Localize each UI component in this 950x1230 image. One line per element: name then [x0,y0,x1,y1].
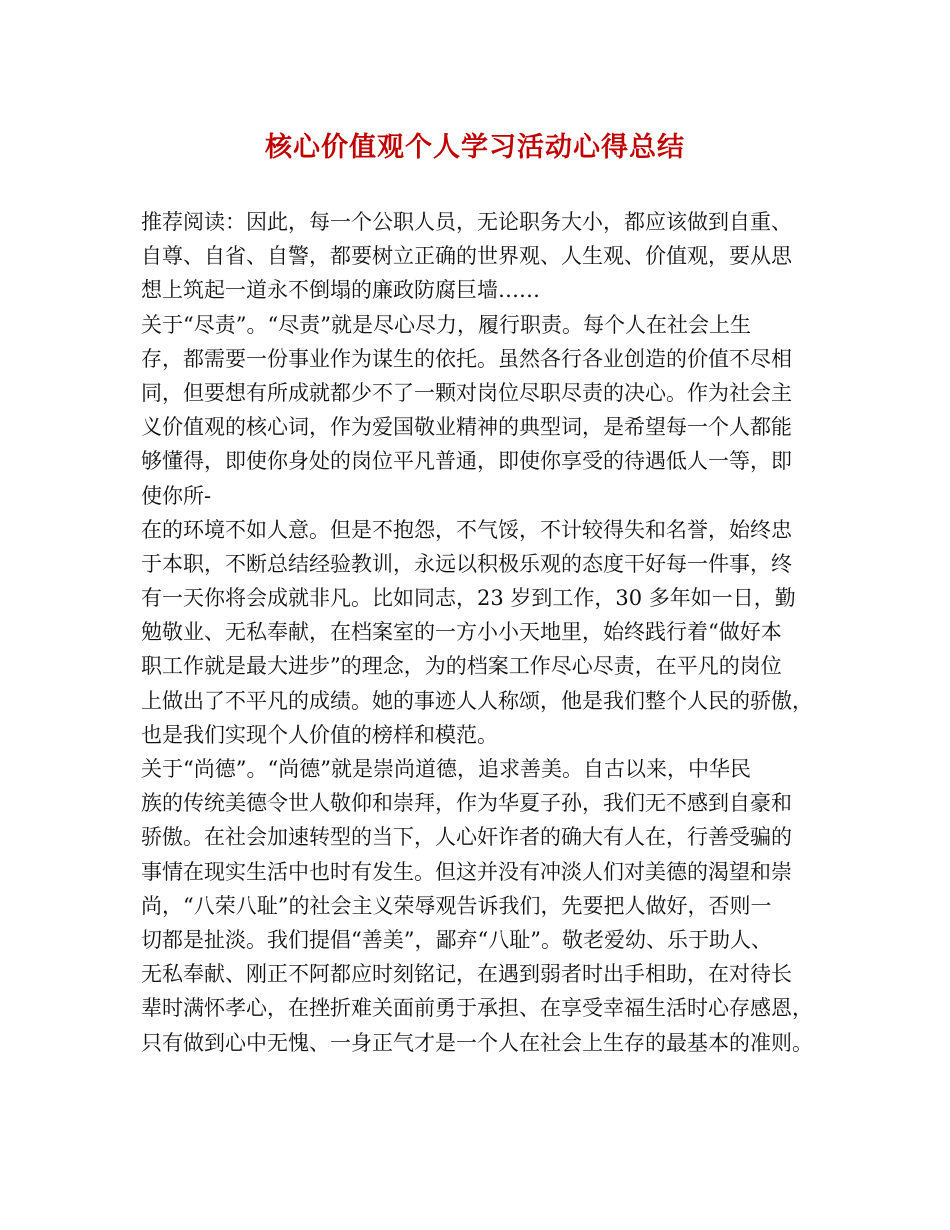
text-line: 只有做到心中无愧、一身正气才是一个人在社会上生存的最基本的准则。 [141,1030,813,1055]
text-line: 义价值观的核心词，作为爱国敬业精神的典型词，是希望每一个人都能 [141,415,792,440]
text-line: 有一天你将会成就非凡。比如同志，23 岁到工作，30 多年如一日，勤 [141,586,796,611]
text-line: 骄傲。在社会加速转型的当下，人心奸诈者的确大有人在，行善受骗的 [141,825,792,850]
text-line: 关于“尚德”。“尚德”就是崇尚道德，追求善美。自古以来，中华民 [141,757,751,781]
text-line: 无私奉献、刚正不阿都应时刻铭记，在遇到弱者时出手相助，在对待长 [141,962,792,987]
document-body [141,205,831,1060]
text-line: 够懂得，即使你身处的岗位平凡普通，即使你享受的待遇低人一等，即 [141,449,792,474]
text-line: 尚，“八荣八耻”的社会主义荣辱观告诉我们，先要把人做好，否则一 [141,893,772,918]
text-line: 事情在现实生活中也时有发生。但这并没有冲淡人们对美德的渴望和崇 [141,859,792,884]
text-line: 在的环境不如人意。但是不抱怨，不气馁，不计较得失和名誉，始终忠 [141,517,792,542]
document-title: 核心价值观个人学习活动心得总结 [265,132,685,163]
text-line: 职工作就是最大进步”的理念，为的档案工作尽心尽责，在平凡的岗位 [141,654,782,679]
text-line: 想上筑起一道永不倒塌的廉政防腐巨墙…… [141,278,540,303]
text-line: 也是我们实现个人价值的榜样和模范。 [141,722,498,747]
text-line: 使你所- [141,483,212,508]
text-line: 关于“尽责”。“尽责”就是尽心尽力，履行职责。每个人在社会上生 [141,312,751,337]
text-line: 辈时满怀孝心，在挫折难关面前勇于承担、在享受幸福生活时心存感恩， [141,996,813,1021]
text-line: 存，都需要一份事业作为谋生的依托。虽然各行各业创造的价值不尽相 [141,346,792,371]
text-line: 自尊、自省、自警，都要树立正确的世界观、人生观、价值观，要从思 [141,244,792,269]
text-line: 推荐阅读：因此，每一个公职人员，无论职务大小，都应该做到自重、 [141,210,792,234]
text-line: 勉敬业、无私奉献，在档案室的一方小小天地里，始终践行着“做好本 [141,620,782,645]
text-line: 于本职，不断总结经验教训，永远以积极乐观的态度干好每一件事，终 [141,551,792,576]
text-line: 切都是扯淡。我们提倡“善美”，鄙弃“八耻”。敬老爱幼、乐于助人、 [141,927,772,952]
text-line: 同，但要想有所成就都少不了一颗对岗位尽职尽责的决心。作为社会主 [141,380,792,405]
text-line: 族的传统美德令世人敬仰和崇拜，作为华夏子孙，我们无不感到自豪和 [141,791,792,816]
text-line: 上做出了不平凡的成绩。她的事迹人人称颂，他是我们整个人民的骄傲， [141,688,813,713]
